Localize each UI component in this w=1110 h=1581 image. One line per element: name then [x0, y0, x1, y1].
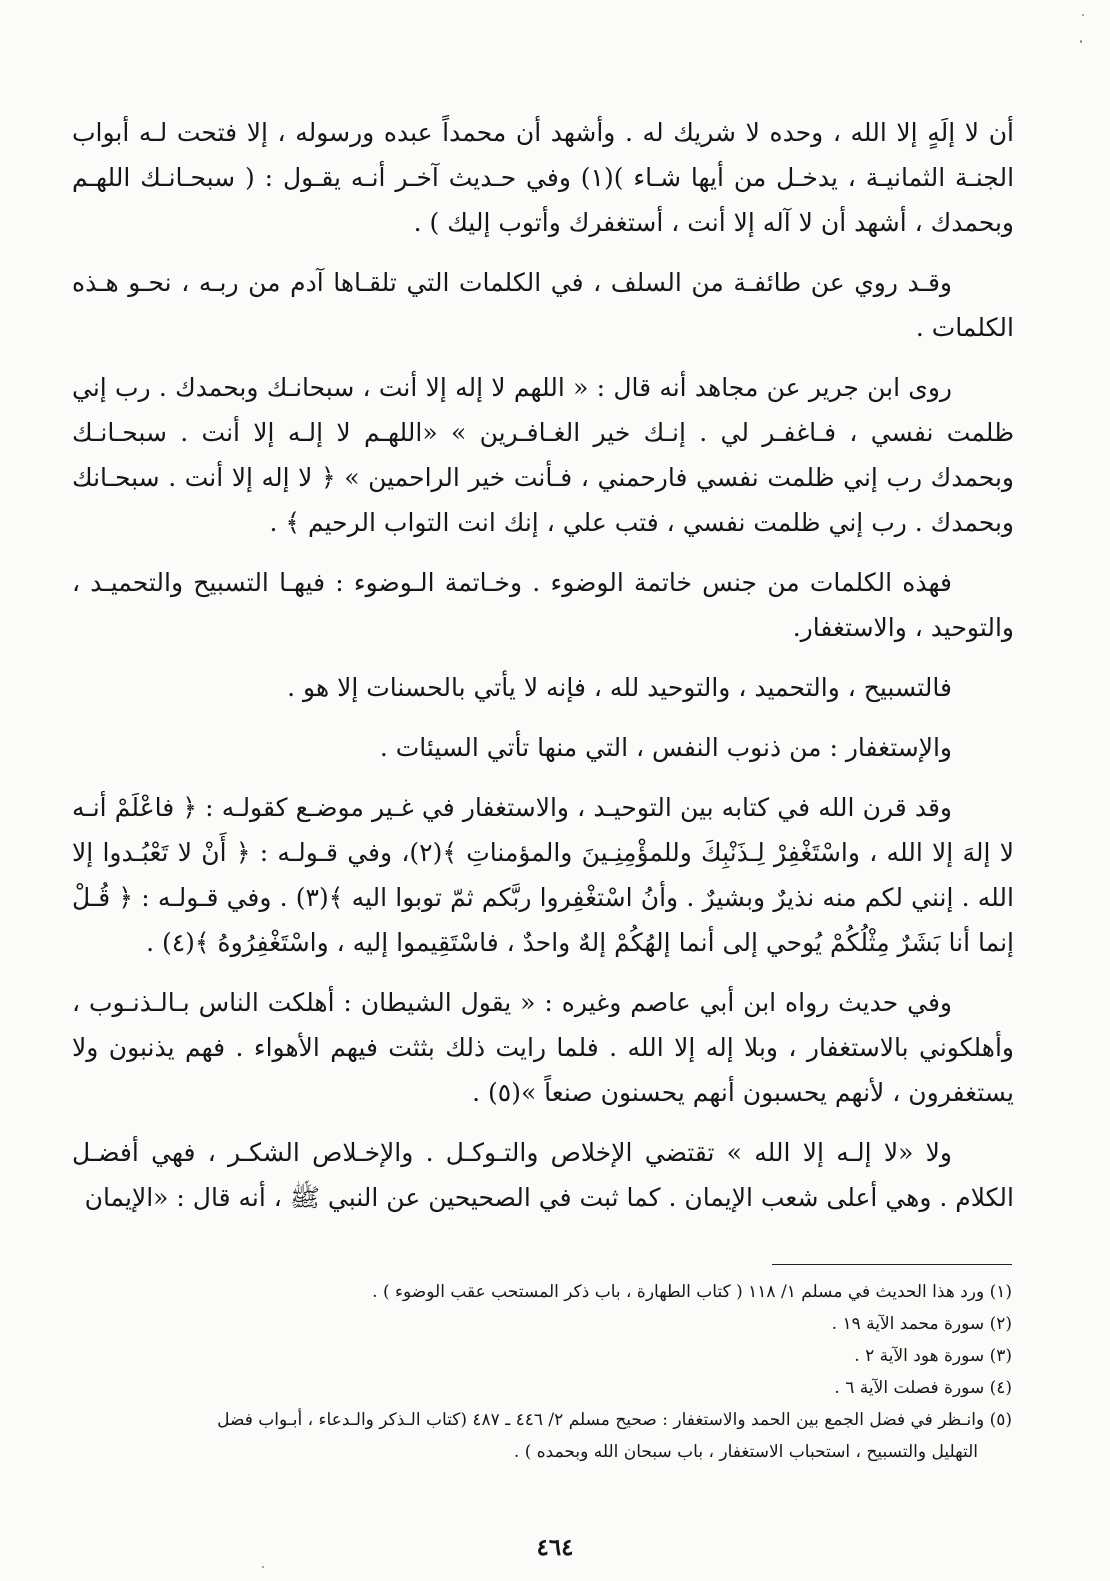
paragraph-7: وقد قرن الله في كتابه بين التوحيـد ، والاستغفار في غـير موضـع كقولـه : ﴿ فاعْلَمْ أنـه لا إلهَ إلا الله ، واسْتَغْفِرْ لِـذَنْبِكَ وللمؤْمِنِـينَ والمؤمناتِ ﴾(٢)، وفي قـولـه : ﴿ أَنْ لا تَعْبُـدوا إلا الله . إنني لكم منه نذيرٌ وبشيرٌ . وأنُ اسْتغْفِروا ربَّكم ثمّ توبوا اليه ﴾(٣) . وفي قـولـه : ﴿ قُـلْ إنما أنا بَشَرٌ مِثْلُكُمْ يُوحي إلى أنما إلهُكُمْ إلهٌ واحدٌ ، فاسْتَقِيموا إليه ، واسْتَغْفِرُوهُ ﴾(٤) . [72, 793, 1014, 957]
scan-speck [1082, 14, 1084, 16]
scan-speck [1080, 40, 1082, 43]
scan-speck [262, 1566, 264, 1568]
footnote-4: (٤) سورة فصلت الآية ٦ . [834, 1378, 1012, 1398]
footnote-2: (٢) سورة محمد الآية ١٩ . [831, 1314, 1012, 1334]
paragraph-2: وقـد روي عن طائفـة من السلف ، في الكلمات التي تلقـاها آدم من ربـه ، نحـو هـذه الكلمات . [72, 268, 1014, 342]
paragraph-1: أن لا إلَهٍ إلا الله ، وحده لا شريك له . وأشهد أن محمداً عبده ورسوله ، إلا فتحت لـه أبواب الجنـة الثمانيـة ، يدخـل من أيها شـاء )(١) وفي حـديث آخـر أنـه يقـول : ( سبحـانـك اللهـم وبحمدك ، أشهد أن لا آله إلا أنت ، أستغفرك وأتوب إليك ) . [72, 118, 1015, 237]
footnote-divider [772, 1264, 1012, 1265]
page-number: ٤٦٤ [536, 1534, 574, 1561]
paragraph-4: فهذه الكلمات من جنس خاتمة الوضوء . وخـاتمة الـوضوء : فيهـا التسبيح والتحميـد ، والتوحيد ، والاستغفار. [72, 568, 1014, 642]
main-text [72, 110, 1014, 1235]
paragraph-8: وفي حديث رواه ابن أبي عاصم وغيره : « يقول الشيطان : أهلكت الناس بـالـذنـوب ، وأهلكوني بالاستغفار ، وبلا إله إلا الله . فلما رايت ذلك بثثت فيهم الأهواء . فهم يذنبون ولا يستغفرون ، لأنهم يحسبون أنهم يحسنون صنعاً »(٥) . [72, 988, 1014, 1107]
paragraph-9: ولا «لا إلـه إلا الله » تقتضي الإخلاص والتـوكـل . والإخـلاص الشكـر ، فهي أفضـل الكلام . وهي أعلى شعب الإيمان . كما ثبت في الصحيحين عن النبي ﷺ ، أنه قال : «الإيمان [72, 1138, 1014, 1212]
paragraph-5: فالتسبيح ، والتحميد ، والتوحيد لله ، فإنه لا يأتي بالحسنات إلا هو . [287, 673, 952, 702]
footnote-1: (١) ورد هذا الحديث في مسلم ١/ ١١٨ ( كتاب الطهارة ، باب ذكر المستحب عقب الوضوء ) . [372, 1282, 1012, 1302]
paragraph-3: روى ابن جرير عن مجاهد أنه قال : « اللهم لا إله إلا أنت ، سبحانـك وبحمدك . رب إني ظلمت نفسي ، فـاغفـر لي . إنـك خير الغـافـرين » «اللهـم لا إلـه إلا أنت . سبحـانـك وبحمدك رب إني ظلمت نفسي فارحمني ، فـأنت خير الراحمين » ﴿ لا إله إلا أنت . سبحـانك وبحمدك . رب إني ظلمت نفسي ، فتب علي ، إنك انت التواب الرحيم ﴾ . [72, 373, 1014, 537]
footnotes [72, 1276, 1012, 1468]
footnote-5: (٥) وانـظر في فضل الجمع بين الحمد والاستغفار : صحيح مسلم ٢/ ٤٤٦ ـ ٤٨٧ (كتاب الـذكر والـدعاء ، أبـواب فضل [217, 1410, 1012, 1430]
footnote-3: (٣) سورة هود الآية ٢ . [854, 1346, 1012, 1366]
paragraph-6: والإستغفار : من ذنوب النفس ، التي منها تأتي السيئات . [379, 733, 952, 762]
footnote-5-continuation: التهليل والتسبيح ، استحباب الاستغفار ، باب سبحان الله وبحمده ) . [513, 1442, 978, 1462]
